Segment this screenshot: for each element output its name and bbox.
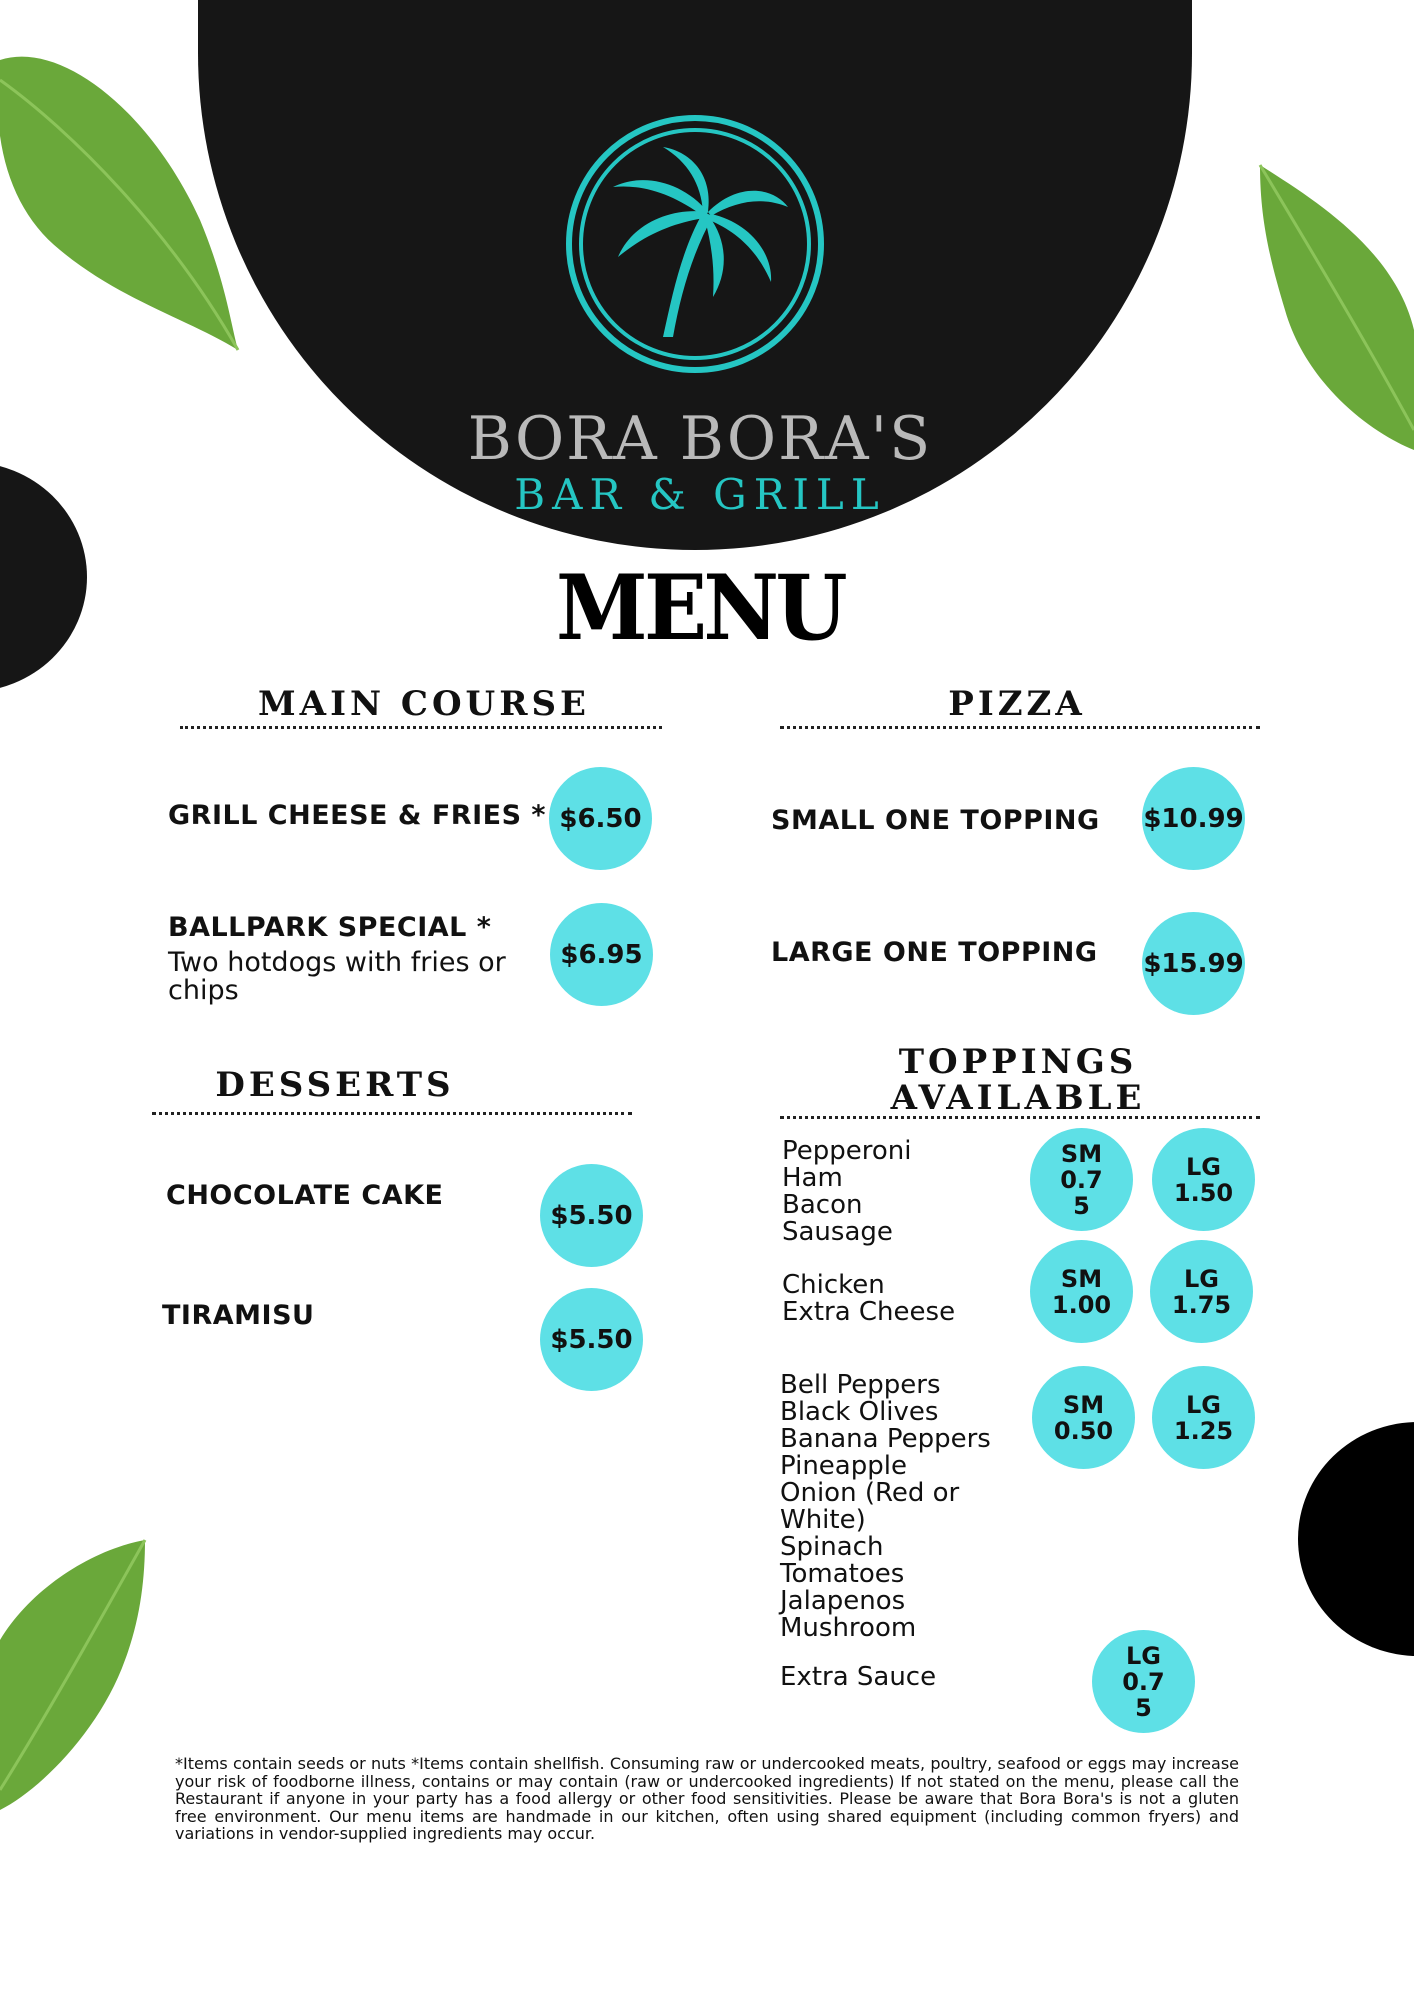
topping-item: Mushroom: [780, 1613, 917, 1643]
topping-group: [780, 1664, 936, 1691]
large-price-badge: LG 0.7 5: [1092, 1630, 1195, 1733]
leaf-top-right-icon: [1255, 160, 1414, 460]
toppings-heading-line2: AVAILABLE: [890, 1078, 1146, 1118]
topping-item: Extra Cheese: [782, 1297, 956, 1327]
topping-group: [782, 1272, 955, 1326]
large-price-badge: LG 1.50: [1152, 1128, 1255, 1231]
price-badge: $10.99: [1142, 767, 1245, 870]
large-price-badge: LG 1.25: [1152, 1366, 1255, 1469]
price-badge: $6.50: [549, 767, 652, 870]
decor-circle-left: [0, 462, 87, 692]
topping-item: Onion (Red or: [780, 1478, 960, 1508]
leaf-bottom-left-icon: [0, 1530, 150, 1820]
price-badge: $5.50: [540, 1288, 643, 1391]
main-course-heading: MAIN COURSE: [258, 684, 590, 724]
menu-item-name: TIRAMISU: [162, 1300, 315, 1331]
toppings-heading-line1: TOPPINGS: [898, 1042, 1138, 1082]
brand-name: BORA BORA'S: [467, 404, 933, 474]
topping-item: Bacon: [782, 1190, 863, 1220]
topping-item: Jalapenos: [780, 1586, 906, 1616]
desserts-divider: [152, 1112, 632, 1115]
topping-group: [780, 1372, 991, 1642]
large-price-badge: LG 1.75: [1150, 1240, 1253, 1343]
main-course-divider: [180, 726, 662, 729]
topping-item: Pineapple: [780, 1451, 907, 1481]
brand-subtitle: BAR & GRILL: [514, 470, 886, 519]
topping-item: Pepperoni: [782, 1136, 912, 1166]
menu-item-description: Two hotdogs with fries or chips: [168, 947, 506, 1006]
price-badge: $6.95: [550, 903, 653, 1006]
price-badge: $5.50: [540, 1164, 643, 1267]
toppings-divider: [780, 1116, 1260, 1119]
menu-item-name: LARGE ONE TOPPING: [771, 937, 1098, 968]
menu-item-name: CHOCOLATE CAKE: [166, 1180, 444, 1211]
allergy-disclaimer: *Items contain seeds or nuts *Items contain shellfish. Consuming raw or undercooked meats, poultry, seafood or eggs may increase your risk of foodborne illness, contains or may contain (raw or undercooked ingredients) If not stated on the menu, please call the Restaurant if anyone in your party has a food allergy or other food sensitivities. Please be aware that Bora Bora's is not a gluten free environment. Our menu items are handmade in our kitchen, often using shared equipment (including common fryers) and variations in vendor-supplied ingredients may occur.: [175, 1754, 1239, 1843]
small-price-badge: SM 0.7 5: [1030, 1128, 1133, 1231]
price-badge: $15.99: [1142, 912, 1245, 1015]
topping-group: [782, 1138, 911, 1246]
topping-item: Tomatoes: [780, 1559, 905, 1589]
topping-item: Sausage: [782, 1217, 893, 1247]
toppings-heading: [800, 1044, 1236, 1116]
small-price-badge: SM 0.50: [1032, 1366, 1135, 1469]
topping-item: Banana Peppers: [780, 1424, 991, 1454]
topping-item: Spinach: [780, 1532, 884, 1562]
small-price-badge: SM 1.00: [1030, 1240, 1133, 1343]
topping-item: White): [780, 1505, 866, 1535]
pizza-heading: PIZZA: [948, 684, 1086, 724]
topping-item: Chicken: [782, 1270, 885, 1300]
menu-item-name: BALLPARK SPECIAL *: [168, 912, 492, 943]
menu-item-name: GRILL CHEESE & FRIES *: [168, 800, 547, 831]
menu-item-name: SMALL ONE TOPPING: [771, 805, 1100, 836]
page-title: MENU: [556, 555, 844, 661]
topping-item: Black Olives: [780, 1397, 939, 1427]
decor-circle-right: [1298, 1422, 1414, 1656]
topping-item: Bell Peppers: [780, 1370, 941, 1400]
topping-item: Extra Sauce: [780, 1662, 937, 1692]
pizza-divider: [780, 726, 1260, 729]
topping-item: Ham: [782, 1163, 843, 1193]
desserts-heading: DESSERTS: [215, 1065, 455, 1105]
palm-tree-logo-icon: [563, 112, 827, 376]
